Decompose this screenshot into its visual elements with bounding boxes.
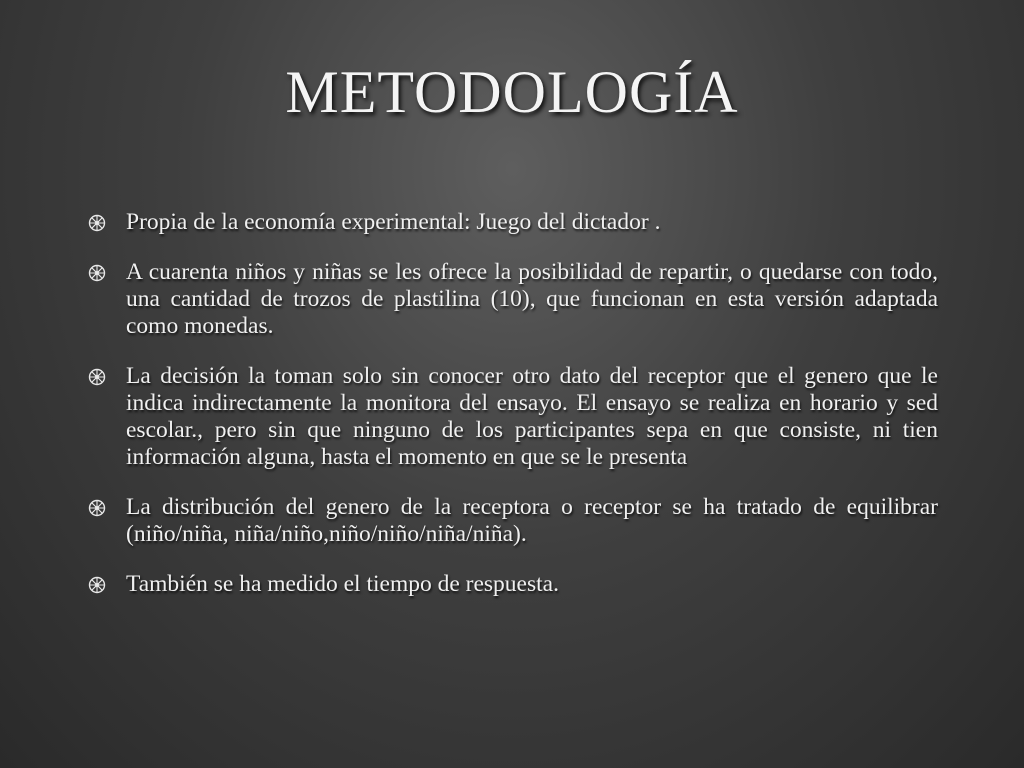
bullet-item	[88, 363, 938, 471]
wheel-bullet-icon	[88, 499, 106, 517]
bullet-item	[88, 259, 938, 340]
wheel-bullet-icon	[88, 576, 106, 594]
wheel-bullet-icon	[88, 368, 106, 386]
slide-title: METODOLOGÍA	[285, 59, 739, 125]
bullet-text: La decisión la toman solo sin conocer otro dato del receptor que el genero que le indica indirectamente la monitora del ensayo. El ensayo se realiza en horario y sed escolar., pero sin que ninguno de los participantes sepa en que consiste, ni tien información alguna, hasta el momento en que se le presenta	[126, 363, 938, 470]
bullet-text: Propia de la economía experimental: Juego del dictador .	[126, 209, 661, 235]
bullet-text: La distribución del genero de la receptora o receptor se ha tratado de equilibrar (niño/niña, niña/niño,niño/niño/niña/niña).	[126, 494, 938, 547]
bullet-list	[88, 209, 938, 621]
bullet-item	[88, 209, 938, 236]
bullet-text: A cuarenta niños y niñas se les ofrece la posibilidad de repartir, o quedarse con todo, una cantidad de trozos de plastilina (10), que funcionan en esta versión adaptada como monedas.	[126, 259, 938, 339]
bullet-item	[88, 494, 938, 548]
bullet-item	[88, 571, 938, 598]
bullet-text: También se ha medido el tiempo de respuesta.	[126, 571, 559, 597]
wheel-bullet-icon	[88, 214, 106, 232]
wheel-bullet-icon	[88, 264, 106, 282]
